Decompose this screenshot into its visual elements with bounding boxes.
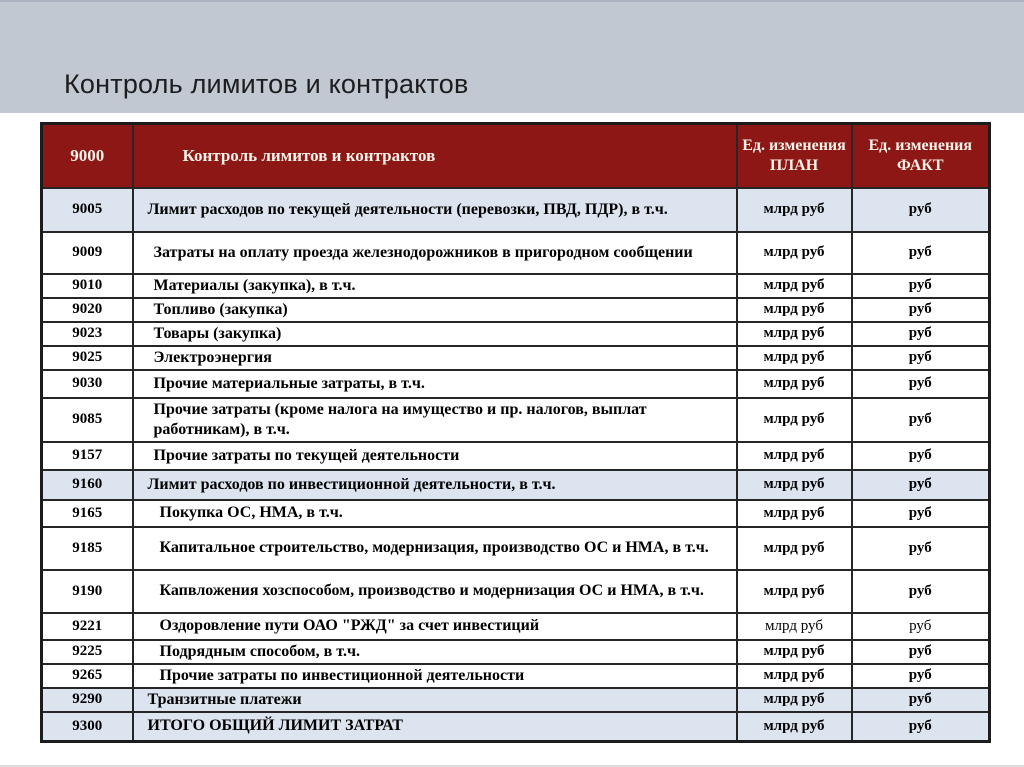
row-code: 9160 bbox=[42, 470, 133, 500]
row-plan-unit: млрд руб bbox=[737, 298, 852, 322]
table-row bbox=[42, 527, 990, 570]
row-plan-unit: млрд руб bbox=[737, 688, 852, 712]
header-fact-unit: Ед. изменения ФАКТ bbox=[852, 124, 990, 188]
row-description: ИТОГО ОБЩИЙ ЛИМИТ ЗАТРАТ bbox=[133, 712, 737, 742]
row-plan-unit: млрд руб bbox=[737, 570, 852, 613]
page-title: Контроль лимитов и контрактов bbox=[64, 69, 469, 99]
row-code: 9185 bbox=[42, 527, 133, 570]
row-fact-unit: руб bbox=[852, 640, 990, 664]
row-plan-unit: млрд руб bbox=[737, 370, 852, 398]
table-row bbox=[42, 370, 990, 398]
row-code: 9010 bbox=[42, 274, 133, 298]
row-description: Лимит расходов по текущей деятельности (перевозки, ПВД, ПДР), в т.ч. bbox=[133, 188, 737, 232]
table-head bbox=[42, 124, 990, 188]
row-fact-unit: руб bbox=[852, 470, 990, 500]
row-description: Прочие затраты по текущей деятельности bbox=[133, 442, 737, 470]
row-plan-unit: млрд руб bbox=[737, 188, 852, 232]
row-fact-unit: руб bbox=[852, 500, 990, 527]
header-plan-unit: Ед. изменения ПЛАН bbox=[737, 124, 852, 188]
row-code: 9085 bbox=[42, 398, 133, 442]
row-plan-unit: млрд руб bbox=[737, 274, 852, 298]
table-row bbox=[42, 712, 990, 742]
row-description: Материалы (закупка), в т.ч. bbox=[133, 274, 737, 298]
table-row bbox=[42, 188, 990, 232]
row-code: 9190 bbox=[42, 570, 133, 613]
content-area bbox=[0, 113, 1024, 743]
row-description: Затраты на оплату проезда железнодорожников в пригородном сообщении bbox=[133, 232, 737, 274]
row-description: Оздоровление пути ОАО "РЖД" за счет инвестиций bbox=[133, 613, 737, 640]
row-plan-unit: млрд руб bbox=[737, 613, 852, 640]
row-code: 9025 bbox=[42, 346, 133, 370]
row-plan-unit: млрд руб bbox=[737, 442, 852, 470]
row-plan-unit: млрд руб bbox=[737, 664, 852, 688]
row-description: Прочие материальные затраты, в т.ч. bbox=[133, 370, 737, 398]
table-row bbox=[42, 298, 990, 322]
table-row bbox=[42, 322, 990, 346]
row-plan-unit: млрд руб bbox=[737, 500, 852, 527]
table-row bbox=[42, 570, 990, 613]
row-fact-unit: руб bbox=[852, 613, 990, 640]
table-header-row bbox=[42, 124, 990, 188]
row-fact-unit: руб bbox=[852, 570, 990, 613]
row-code: 9009 bbox=[42, 232, 133, 274]
row-code: 9300 bbox=[42, 712, 133, 742]
table-body bbox=[42, 188, 990, 742]
row-fact-unit: руб bbox=[852, 527, 990, 570]
table-row bbox=[42, 442, 990, 470]
row-plan-unit: млрд руб bbox=[737, 322, 852, 346]
row-code: 9225 bbox=[42, 640, 133, 664]
row-description: Капвложения хозспособом, производство и модернизация ОС и НМА, в т.ч. bbox=[133, 570, 737, 613]
table-row bbox=[42, 640, 990, 664]
row-fact-unit: руб bbox=[852, 712, 990, 742]
row-description: Капитальное строительство, модернизация, производство ОС и НМА, в т.ч. bbox=[133, 527, 737, 570]
table-row bbox=[42, 232, 990, 274]
row-description: Товары (закупка) bbox=[133, 322, 737, 346]
row-description: Прочие затраты (кроме налога на имущество и пр. налогов, выплат работникам), в т.ч. bbox=[133, 398, 737, 442]
row-fact-unit: руб bbox=[852, 442, 990, 470]
table-row bbox=[42, 274, 990, 298]
row-description: Покупка ОС, НМА, в т.ч. bbox=[133, 500, 737, 527]
row-description: Подрядным способом, в т.ч. bbox=[133, 640, 737, 664]
table-row bbox=[42, 688, 990, 712]
row-description: Топливо (закупка) bbox=[133, 298, 737, 322]
row-fact-unit: руб bbox=[852, 398, 990, 442]
row-description: Прочие затраты по инвестиционной деятельности bbox=[133, 664, 737, 688]
row-code: 9157 bbox=[42, 442, 133, 470]
row-fact-unit: руб bbox=[852, 688, 990, 712]
slide-title-band bbox=[0, 0, 1024, 113]
row-plan-unit: млрд руб bbox=[737, 527, 852, 570]
row-fact-unit: руб bbox=[852, 370, 990, 398]
row-code: 9030 bbox=[42, 370, 133, 398]
table-row bbox=[42, 398, 990, 442]
row-plan-unit: млрд руб bbox=[737, 470, 852, 500]
header-name: Контроль лимитов и контрактов bbox=[133, 124, 737, 188]
row-code: 9165 bbox=[42, 500, 133, 527]
row-code: 9221 bbox=[42, 613, 133, 640]
row-code: 9005 bbox=[42, 188, 133, 232]
row-code: 9265 bbox=[42, 664, 133, 688]
row-fact-unit: руб bbox=[852, 232, 990, 274]
table-row bbox=[42, 664, 990, 688]
row-description: Электроэнергия bbox=[133, 346, 737, 370]
table-row bbox=[42, 613, 990, 640]
row-plan-unit: млрд руб bbox=[737, 398, 852, 442]
table-row bbox=[42, 500, 990, 527]
row-fact-unit: руб bbox=[852, 274, 990, 298]
row-code: 9020 bbox=[42, 298, 133, 322]
header-code: 9000 bbox=[42, 124, 133, 188]
limits-table bbox=[40, 122, 991, 743]
row-fact-unit: руб bbox=[852, 298, 990, 322]
row-plan-unit: млрд руб bbox=[737, 232, 852, 274]
row-description: Лимит расходов по инвестиционной деятельности, в т.ч. bbox=[133, 470, 737, 500]
row-plan-unit: млрд руб bbox=[737, 640, 852, 664]
row-code: 9023 bbox=[42, 322, 133, 346]
row-fact-unit: руб bbox=[852, 346, 990, 370]
row-fact-unit: руб bbox=[852, 322, 990, 346]
row-plan-unit: млрд руб bbox=[737, 346, 852, 370]
row-fact-unit: руб bbox=[852, 664, 990, 688]
row-code: 9290 bbox=[42, 688, 133, 712]
row-plan-unit: млрд руб bbox=[737, 712, 852, 742]
row-description: Транзитные платежи bbox=[133, 688, 737, 712]
row-fact-unit: руб bbox=[852, 188, 990, 232]
table-row bbox=[42, 346, 990, 370]
table-row bbox=[42, 470, 990, 500]
